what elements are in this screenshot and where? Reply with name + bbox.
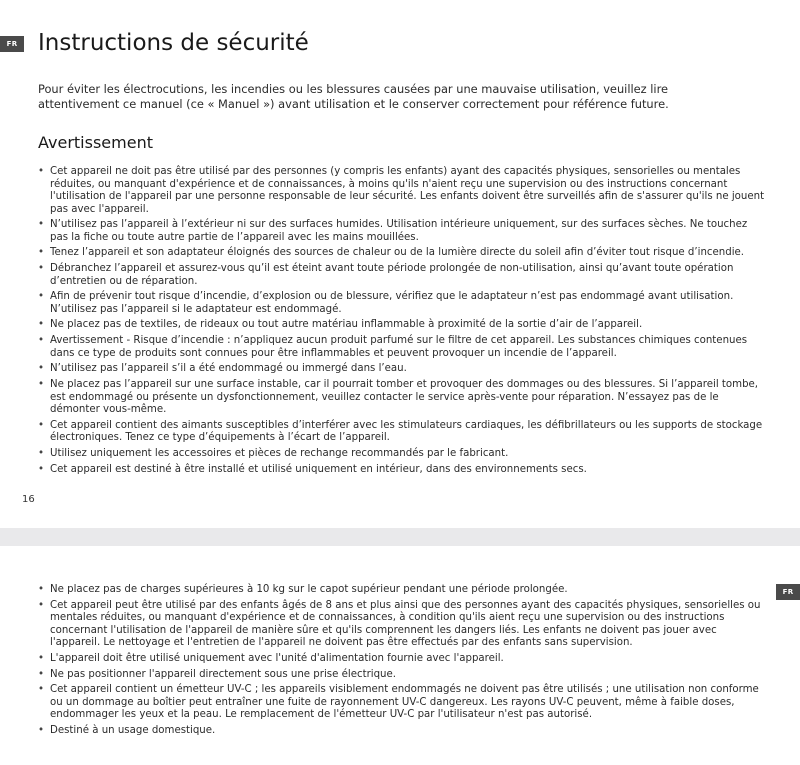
list-item: • Cet appareil contient des aimants susceptibles d’interférer avec les stimulateurs cardiaques, les défibrillateurs ou les supports de stockage électroniques. Tenez ce type d’équipements à l’écart de l’appareil. (38, 420, 766, 445)
list-item: • Ne placez pas de textiles, de rideaux ou tout autre matériau inflammable à proximité de la sortie d’air de l’appareil. (38, 319, 766, 332)
warning-list (38, 166, 766, 479)
list-item: • N’utilisez pas l’appareil s’il a été endommagé ou immergé dans l’eau. (38, 363, 766, 376)
list-item: • Tenez l’appareil et son adaptateur éloignés des sources de chaleur ou de la lumière directe du soleil afin d’éviter tout risque d’incendie. (38, 247, 766, 260)
page-title: Instructions de sécurité (38, 30, 309, 56)
list-item: • N’utilisez pas l’appareil à l’extérieur ni sur des surfaces humides. Utilisation intérieure uniquement, sur des surfaces sèches. Ne touchez pas la fiche ou toute autre partie de l’appareil avec les mains mouillées. (38, 219, 766, 244)
list-item: • Cet appareil est destiné à être installé et utilisé uniquement en intérieur, dans des environnements secs. (38, 464, 766, 477)
list-item: • Ne pas positionner l'appareil directement sous une prise électrique. (38, 669, 768, 682)
list-item: • Ne placez pas l’appareil sur une surface instable, car il pourrait tomber et provoquer des dommages ou des blessures. Si l’appareil tombe, est endommagé ou présente un dysfonctionnement, veuillez contacter le service après-vente pour réparation. N’essayez pas de le démonter vous-même. (38, 379, 766, 417)
list-item: • Ne placez pas de charges supérieures à 10 kg sur le capot supérieur pendant une période prolongée. (38, 584, 768, 597)
page-number: 16 (22, 494, 35, 505)
list-item: • Destiné à un usage domestique. (38, 725, 768, 738)
manual-page-17 (0, 546, 800, 765)
list-item: • Utilisez uniquement les accessoires et pièces de rechange recommandés par le fabricant. (38, 448, 766, 461)
language-tab: FR (0, 36, 24, 52)
list-item: • Avertissement - Risque d’incendie : n’appliquez aucun produit parfumé sur le filtre de cet appareil. Les substances chimiques contenues dans ce type de produits sont connues pour être inflammables et peuvent provoquer un incendie de l’appareil. (38, 335, 766, 360)
list-item: • Afin de prévenir tout risque d’incendie, d’explosion ou de blessure, vérifiez que le adaptateur n’est pas endommagé avant utilisation. N’utilisez pas l’appareil si le adaptateur est endommagé. (38, 291, 766, 316)
warning-list-continued (38, 584, 768, 741)
list-item: • Cet appareil contient un émetteur UV-C ; les appareils visiblement endommagés ne doivent pas être utilisés ; une utilisation non conforme ou un dommage au boîtier peut entraîner une fuite de rayonnement UV-C dangereux. Les rayons UV-C peuvent, même à faible doses, endommager les yeux et la peau. Le remplacement de l'émetteur UV-C par l'utilisateur n'est pas autorisé. (38, 684, 768, 722)
list-item: • Cet appareil ne doit pas être utilisé par des personnes (y compris les enfants) ayant des capacités physiques, sensorielles ou mentales réduites, ou manquant d'expérience et de connaissances, à moins qu'ils n'aient reçu une supervision ou des instructions concernant l'utilisation de l'appareil par une personne responsable de leur sécurité. Les enfants doivent être surveillés afin de s'assurer qu'ils ne jouent pas avec l'appareil. (38, 166, 766, 216)
list-item: • Débranchez l’appareil et assurez-vous qu’il est éteint avant toute période prolongée de non-utilisation, ainsi qu’avant toute opération d’entretien ou de réparation. (38, 263, 766, 288)
warning-heading: Avertissement (38, 133, 153, 152)
intro-paragraph: Pour éviter les électrocutions, les incendies ou les blessures causées par une mauvaise utilisation, veuillez lire attentivement ce manuel (ce « Manuel ») avant utilisation et le conserver correctement pour référence future. (38, 82, 669, 111)
language-tab: FR (776, 584, 800, 600)
list-item: • L'appareil doit être utilisé uniquement avec l'unité d'alimentation fournie avec l'appareil. (38, 653, 768, 666)
list-item: • Cet appareil peut être utilisé par des enfants âgés de 8 ans et plus ainsi que des personnes ayant des capacités physiques, sensorielles ou mentales réduites, ou manquant d'expérience et de connaissances, à condition qu'ils aient reçu une supervision ou des instructions concernant l'utilisation de l'appareil de manière sûre et qu'ils comprennent les dangers liés. Les enfants ne doivent pas jouer avec l'appareil. Le nettoyage et l'entretien de l'appareil ne doivent pas être effectués par des enfants sans supervision. (38, 600, 768, 650)
